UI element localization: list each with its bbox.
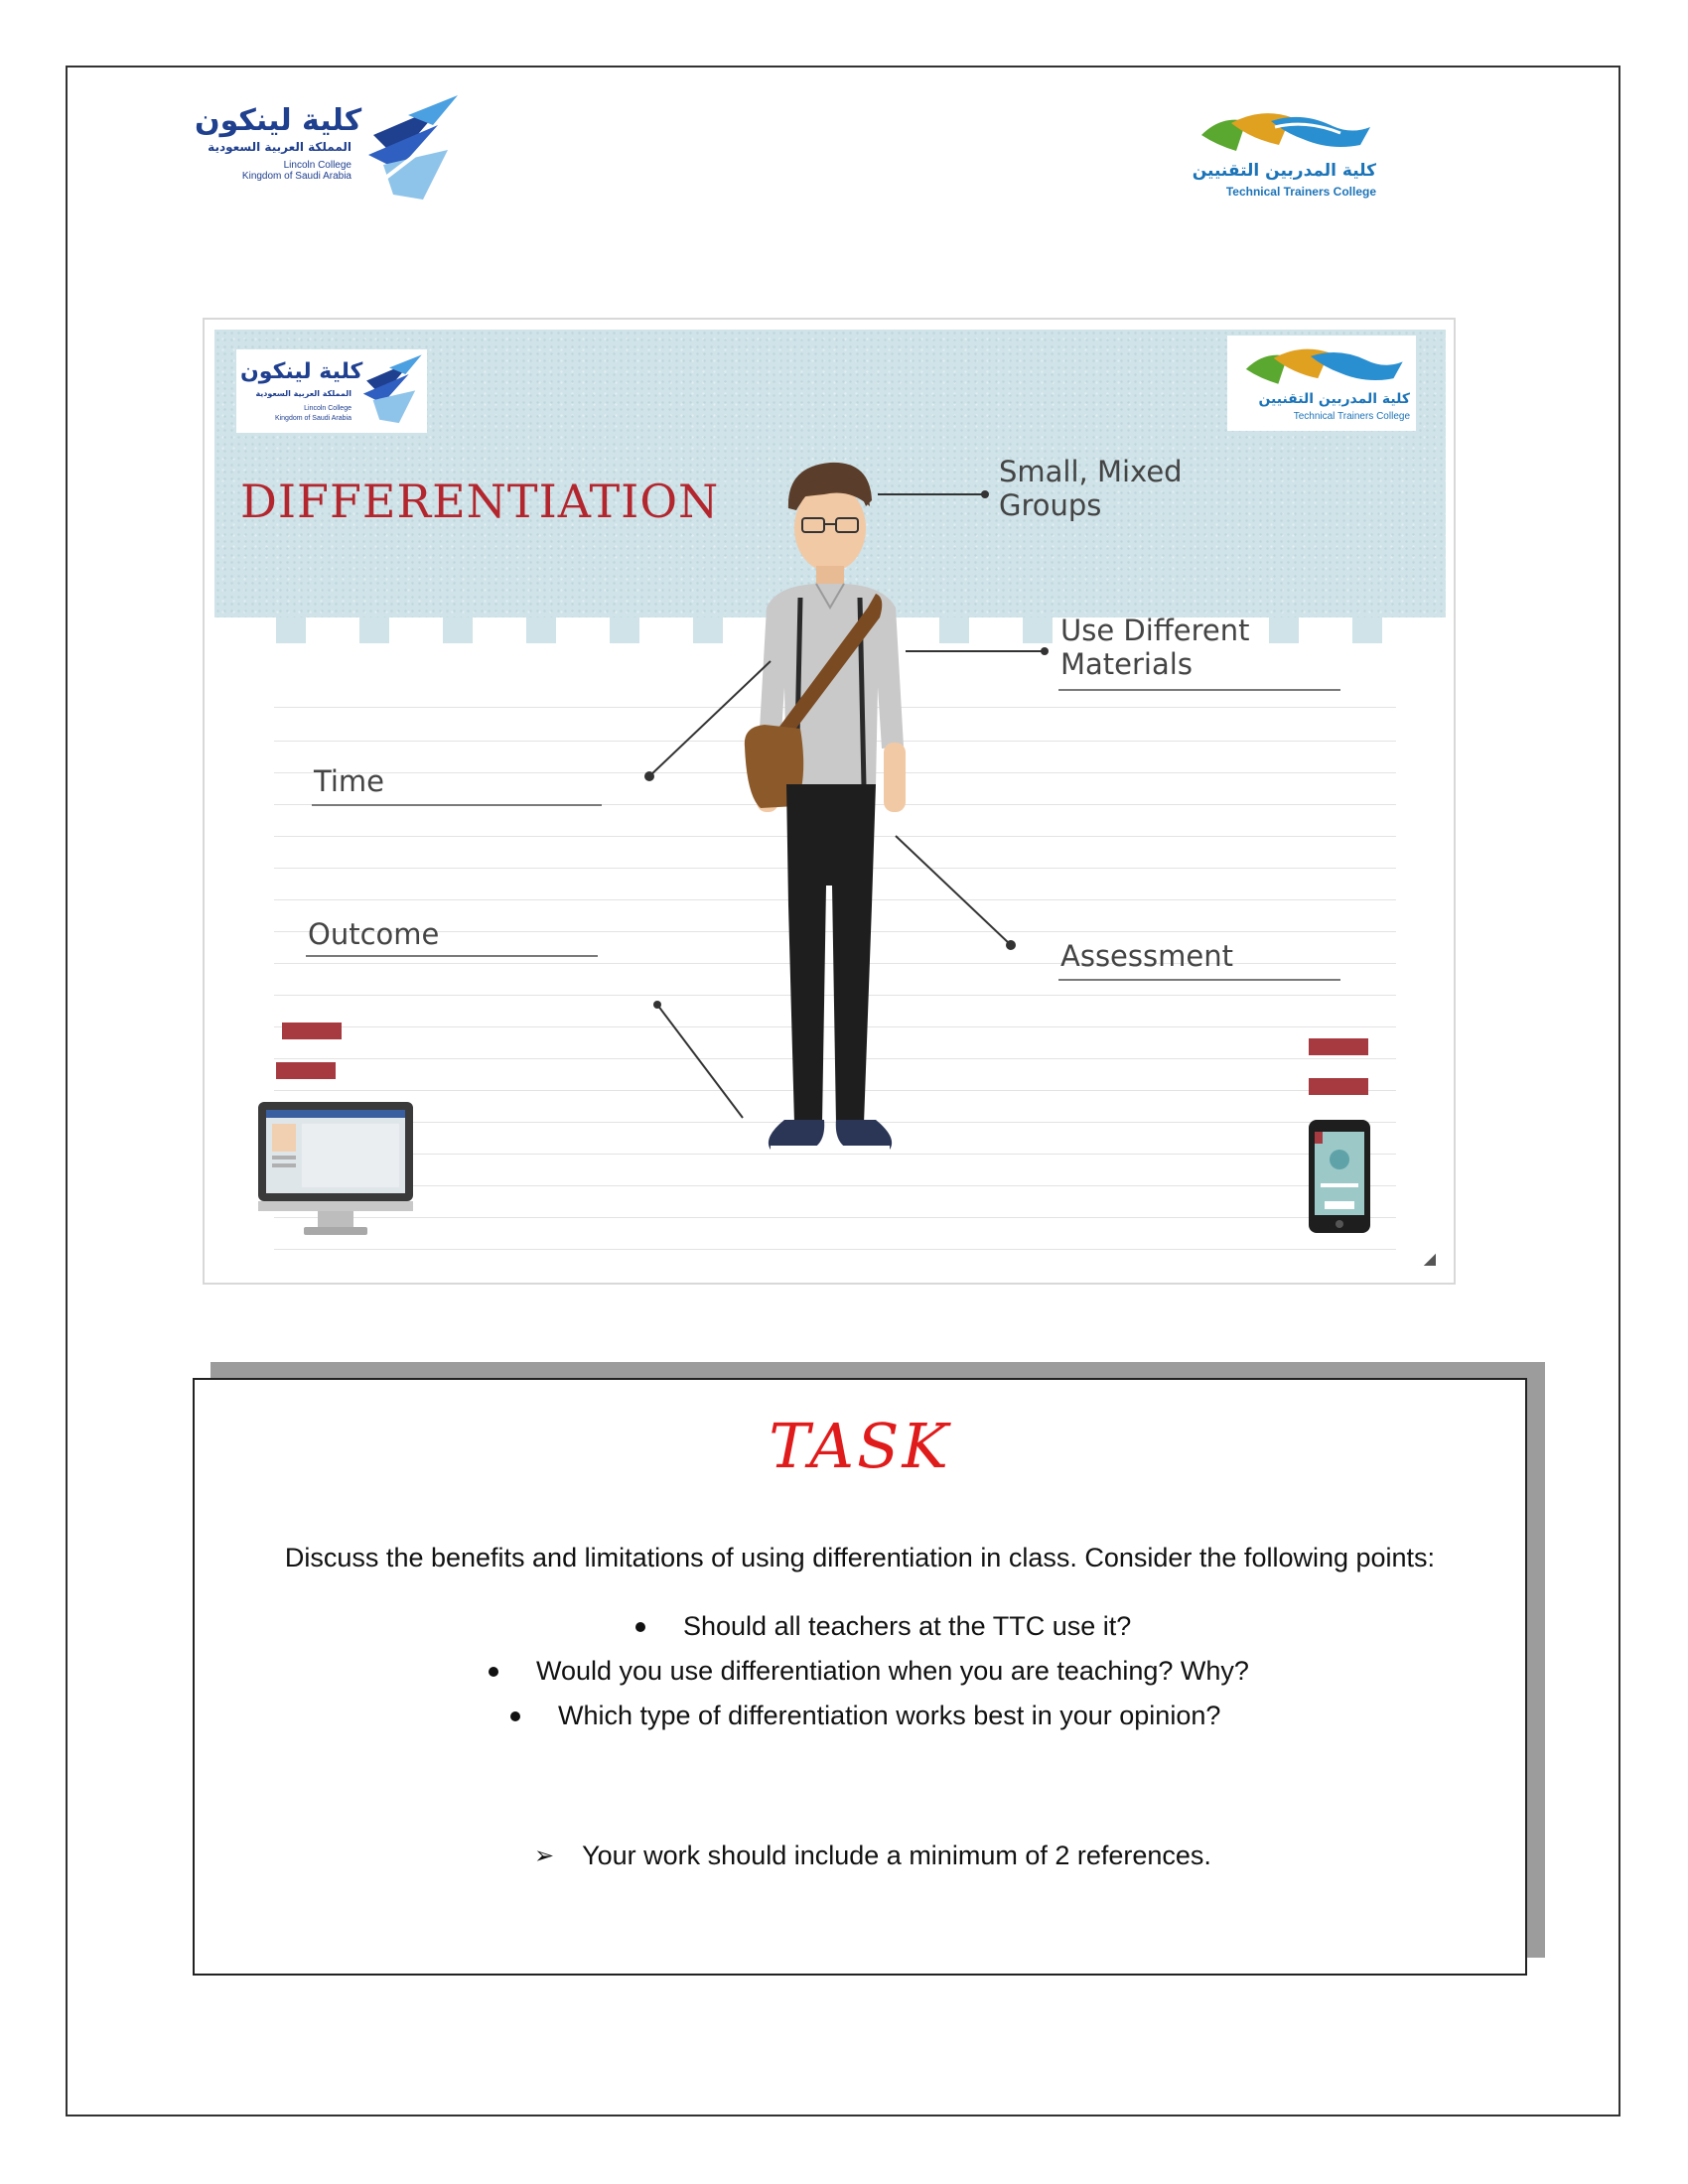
bullet-text: Which type of differentiation works best in your opinion? [558,1701,1221,1730]
bullet-dot-icon [635,1622,645,1632]
infographic-lincoln-arabic-name: كلية لينكون [240,359,363,384]
lincoln-college-logo [195,95,463,206]
phone-icon [1307,1118,1372,1235]
bullet-text: Would you use differentiation when you are teaching? Why? [536,1656,1249,1686]
monitor-icon [256,1100,415,1239]
task-box [193,1378,1527,1976]
red-bar [1309,1038,1368,1055]
arrow-bullet-icon: ➢ [534,1843,555,1869]
bullet-text: Should all teachers at the TTC use it? [683,1611,1132,1641]
lincoln-arabic-name: كلية لينكون [195,103,362,138]
outcome-underline [306,955,598,957]
label-small-mixed-groups: Small, Mixed Groups [999,455,1183,522]
infographic-lincoln-english-country: Kingdom of Saudi Arabia [274,415,352,422]
ttc-arabic-name: كلية المدربين التقنيين [1192,161,1376,181]
lincoln-english-country: Kingdom of Saudi Arabia [241,171,352,182]
red-bar [282,1023,342,1039]
task-bullet [489,1656,1249,1687]
task-bullet [635,1611,1131,1642]
ttc-logo [1188,105,1382,205]
ttc-english-name: Technical Trainers College [1225,185,1376,199]
label-assessment: Assessment [1060,939,1233,973]
lincoln-logo-text [195,103,362,182]
task-title: TASK [769,1410,951,1482]
bullet-dot-icon [489,1667,498,1677]
infographic-ttc-arabic-name: كلية المدربين التقنيين [1258,391,1410,407]
label-time: Time [314,764,384,798]
differentiation-infographic [203,318,1456,1285]
infographic-ttc-english-name: Technical Trainers College [1293,411,1410,422]
resize-corner-icon: ◢ [1423,1251,1436,1268]
lincoln-emblem-icon [353,95,463,206]
label-outcome: Outcome [308,917,440,951]
infographic-lincoln-english-name: Lincoln College [304,405,352,412]
lincoln-arabic-country: المملكة العربية السعودية [208,140,352,154]
task-bullet [510,1701,1220,1731]
red-bar [1309,1078,1368,1095]
bullet-dot-icon [510,1711,520,1721]
infographic-title: DIFFERENTIATION [240,475,720,528]
assessment-underline [1058,979,1340,981]
lincoln-english-name: Lincoln College [283,160,352,171]
task-intro: Discuss the benefits and limitations of using differentiation in class. Consider the following points: [284,1543,1436,1572]
label-use-different-materials: Use Different Materials [1060,614,1250,681]
materials-underline [1058,689,1340,691]
ttc-emblem-icon [1192,105,1374,161]
infographic-lincoln-arabic-country: المملكة العربية السعودية [255,389,352,398]
task-requirement [534,1841,1211,1871]
time-underline [312,804,602,806]
requirement-text: Your work should include a minimum of 2 references. [582,1841,1211,1870]
red-bar [276,1062,336,1079]
